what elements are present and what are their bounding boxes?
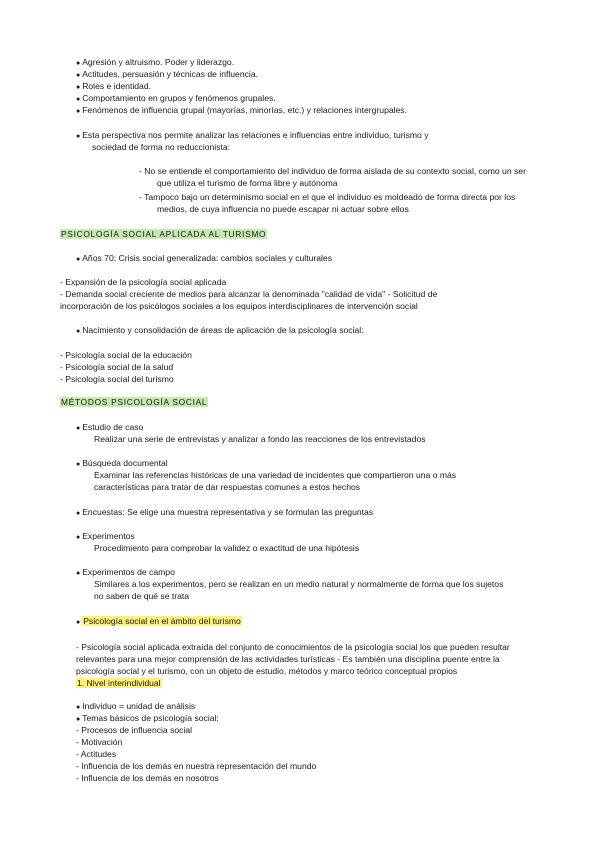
method-bullet — [76, 422, 143, 435]
method-description: no saben de qué se trata — [94, 591, 190, 601]
method-title: Experimentos — [82, 531, 135, 541]
subsection-title-text: 1. Nivel interindividual — [77, 678, 161, 688]
topic-item: - Influencia de los demás en nosotros — [76, 773, 219, 783]
nacimiento-bullet — [76, 325, 364, 338]
perspective-subpoint: - Tampoco bajo un determinismo social en el que el individuo es moldeado de forma directa por los — [139, 192, 516, 202]
perspective-line: Esta perspectiva nos permite analizar las relaciones e influencias entre individuo, turismo y — [82, 130, 429, 140]
topic-item: - Motivación — [76, 737, 123, 747]
method-bullet — [76, 531, 135, 544]
expansion-line: - Expansión de la psicología social aplicada — [60, 277, 227, 287]
section-title — [60, 229, 267, 241]
method-title: Búsqueda documental — [82, 458, 168, 468]
area-item: - Psicología social de la educación — [60, 350, 192, 360]
nivel-text: Temas básicos de psicología social: — [82, 713, 219, 723]
perspective-subpoint: que utiliza el turismo de forma libre y autónoma — [157, 178, 338, 188]
method-description: características para tratar de dar respuestas comunes a estos hechos — [94, 482, 361, 492]
method-title: Experimentos de campo — [82, 567, 175, 577]
perspective-subpoint: - No se entiende el comportamiento del individuo de forma aislada de su contexto social, como un ser — [139, 166, 526, 176]
intro-bullet-text: Actitudes, persuasión y técnicas de influencia. — [82, 69, 258, 79]
perspective-bullet — [76, 130, 429, 143]
nivel-bullet — [76, 713, 219, 726]
intro-bullet — [76, 93, 276, 106]
method-description: Procedimiento para comprobar la validez o exactitud de una hipótesis — [94, 543, 360, 553]
paragraph-line: - Psicología social aplicada extraída del conjunto de conocimientos de la psicología social los que pueden resultar — [76, 642, 510, 652]
section-title-text: PSICOLOGÍA SOCIAL APLICADA AL TURISMO — [61, 229, 267, 239]
intro-bullet — [76, 69, 258, 82]
area-item: - Psicología social de la salud — [60, 362, 174, 372]
section-title — [60, 397, 208, 409]
subsection-title — [76, 678, 162, 690]
area-item: - Psicología social del turismo — [60, 374, 174, 384]
perspective-line: sociedad de forma no reduccionista: — [92, 142, 231, 152]
paragraph-line: relevantes para una mejor comprensión de las actividades turísticas - Es también una disciplina puente entre la — [76, 654, 500, 664]
method-description: Similares a los experimentos, pero se realizan en un medio natural y normalmente de forma que los sujetos — [94, 579, 504, 589]
topic-item: - Actitudes — [76, 749, 117, 759]
method-bullet — [76, 458, 168, 471]
anos70-bullet — [76, 253, 332, 266]
topic-item: - Influencia de los demás en nuestra representación del mundo — [76, 761, 317, 771]
intro-bullet-text: Comportamiento en grupos y fenómenos grupales. — [82, 93, 276, 103]
method-bullet — [76, 507, 373, 520]
method-bullet — [76, 567, 175, 580]
nivel-bullet — [76, 701, 195, 714]
anos70-text: Años 70: Crisis social generalizada: cambios sociales y culturales — [82, 253, 332, 263]
demanda-line: incorporación de los psicólogos sociales a los equipos interdisciplinares de intervención social — [60, 301, 418, 311]
intro-bullet — [76, 81, 151, 94]
method-title: Estudio de caso — [82, 422, 144, 432]
section-title-text: MÉTODOS PSICOLOGÍA SOCIAL — [61, 397, 208, 407]
topic-item: - Procesos de influencia social — [76, 725, 193, 735]
section-title-text: Psicología social en el ámbito del turismo — [83, 616, 241, 626]
method-description: Examinar las referencias históricas de una variedad de incidentes que compartieron una o más — [94, 470, 457, 480]
intro-bullet — [76, 57, 234, 70]
section-title — [76, 616, 242, 629]
method-title: Encuestas: Se elige una muestra representativa y se formulan las preguntas — [82, 507, 374, 517]
nacimiento-text: Nacimiento y consolidación de áreas de aplicación de la psicología social: — [82, 325, 364, 335]
paragraph-line: psicología social y el turismo, con un objeto de estudio, métodos y marco teórico conceptual propios — [76, 666, 458, 676]
intro-bullet-text: Roles e identidad. — [82, 81, 151, 91]
nivel-text: Individuo = unidad de análisis — [82, 701, 196, 711]
intro-bullet — [76, 105, 407, 118]
method-description: Realizar una serie de entrevistas y analizar a fondo las reacciones de los entrevistados — [94, 434, 426, 444]
intro-bullet-text: Fenómenos de influencia grupal (mayorías, minorías, etc.) y relaciones intergrupales. — [82, 105, 407, 115]
demanda-line: - Demanda social creciente de medios para alcanzar la denominada "calidad de vida" - Solicitud de — [60, 289, 438, 299]
perspective-subpoint: medios, de cuya influencia no puede escapar ni actuar sobre ellos — [157, 204, 409, 214]
intro-bullet-text: Agresión y altruismo. Poder y liderazgo. — [82, 57, 235, 67]
